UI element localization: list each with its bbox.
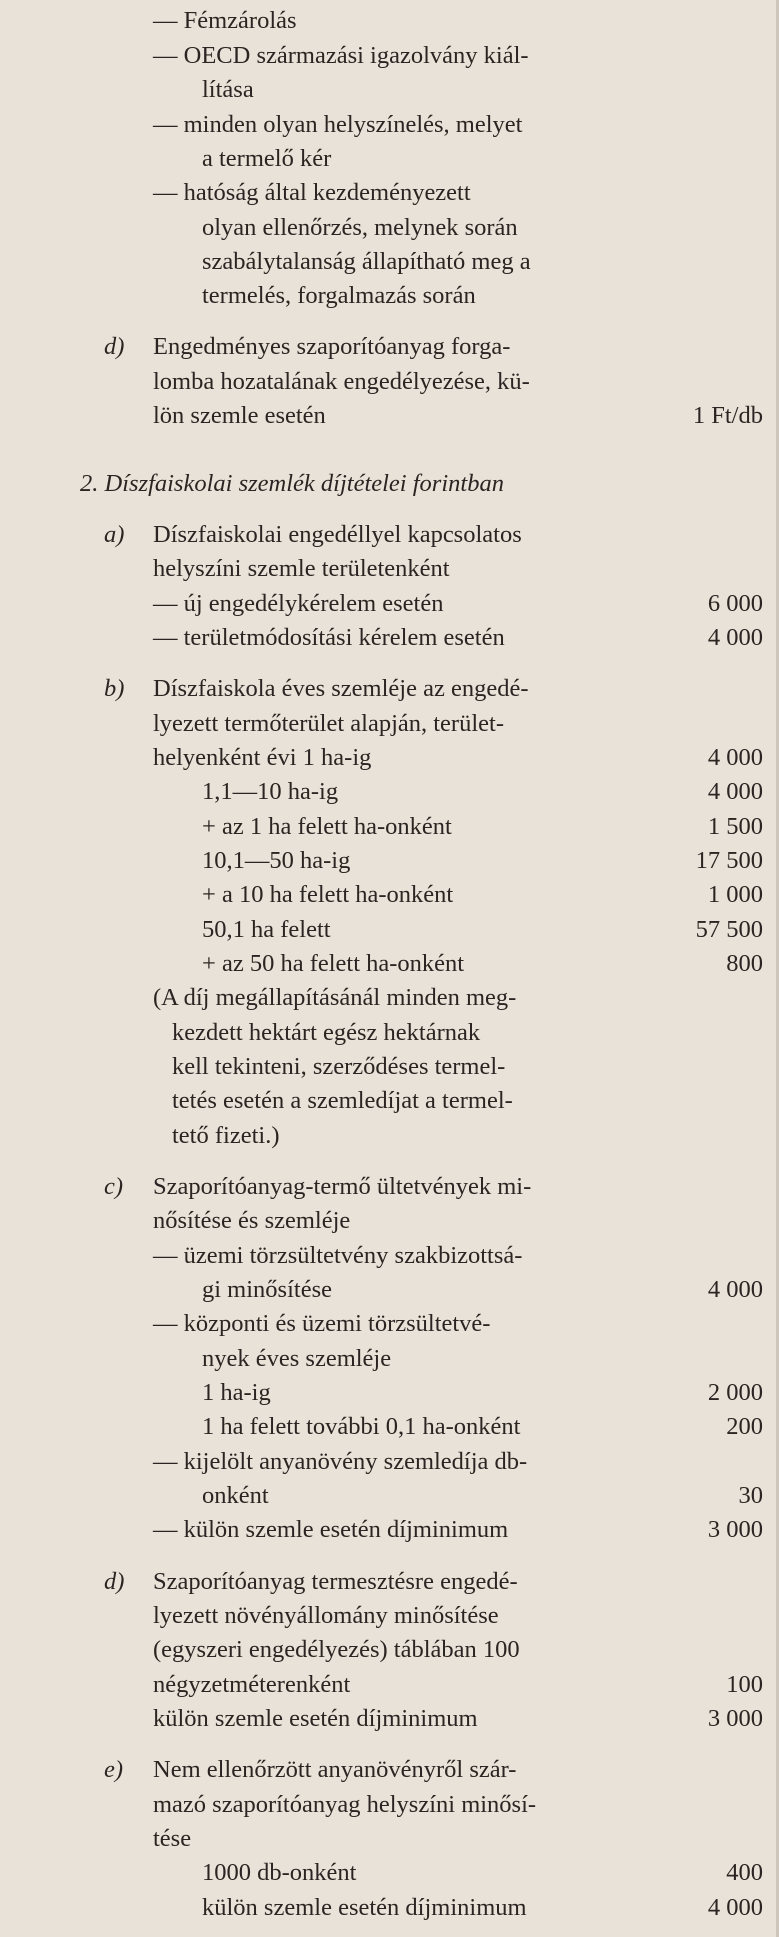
document-line (0, 672, 779, 706)
line-text: 1 ha-ig (202, 1379, 271, 1406)
line-text: — üzemi törzsültetvény szakbizottsá- (153, 1242, 523, 1269)
line-text: helyenként évi 1 ha-ig (153, 744, 372, 771)
document-line (0, 1668, 779, 1702)
document-line (0, 1376, 779, 1410)
line-text: tető fizeti.) (172, 1122, 280, 1149)
fee-value: 57 500 (695, 916, 763, 943)
item-marker: d) (104, 1568, 125, 1595)
line-text: helyszíni szemle területenként (153, 555, 450, 582)
line-text: 10,1—50 ha-ig (202, 847, 351, 874)
line-text: kell tekinteni, szerződéses termel- (172, 1053, 506, 1080)
line-text: gi minősítése (202, 1276, 332, 1303)
document-line (0, 1565, 779, 1599)
line-text: — területmódosítási kérelem esetén (153, 624, 505, 651)
item-marker: a) (104, 521, 125, 548)
document-line (0, 1307, 779, 1341)
line-text: — központi és üzemi törzsültetvé- (153, 1310, 491, 1337)
document-line (0, 913, 779, 947)
line-text: olyan ellenőrzés, melynek során (202, 214, 518, 241)
line-text: kezdett hektárt egész hektárnak (172, 1019, 481, 1046)
document-line (0, 1753, 779, 1787)
document-line (0, 1239, 779, 1273)
fee-value: 800 (726, 950, 763, 977)
line-text: 50,1 ha felett (202, 916, 331, 943)
line-text: onként (202, 1482, 269, 1509)
line-text: nősítése és szemléje (153, 1207, 351, 1234)
document-line (0, 1342, 779, 1376)
document-line (0, 330, 779, 364)
line-text: + az 50 ha felett ha-onként (202, 950, 465, 977)
document-line (0, 844, 779, 878)
document-line (0, 245, 779, 279)
document-line (0, 1204, 779, 1238)
document-line (0, 981, 779, 1015)
line-text: — hatóság által kezdeményezett (153, 179, 471, 206)
document-line (0, 1633, 779, 1667)
document-line (0, 1891, 779, 1925)
line-text: lítása (202, 76, 254, 103)
document-line (0, 1119, 779, 1153)
line-text: Nem ellenőrzött anyanövényről szár- (153, 1756, 517, 1783)
line-text: termelés, forgalmazás során (202, 282, 476, 309)
document-line (0, 1273, 779, 1307)
document-line (0, 775, 779, 809)
fee-value: 4 000 (707, 624, 763, 651)
document-line (0, 1788, 779, 1822)
line-text: szabálytalanság állapítható meg a (202, 248, 531, 275)
fee-value: 4 000 (707, 1276, 763, 1303)
line-text: — OECD származási igazolvány kiál- (153, 42, 529, 69)
line-text: + a 10 ha felett ha-onként (202, 881, 454, 908)
fee-value: 2 000 (707, 1379, 763, 1406)
fee-value: 4 000 (707, 744, 763, 771)
item-marker: d) (104, 333, 125, 360)
fee-value: 200 (726, 1413, 763, 1440)
document-line (0, 365, 779, 399)
document-line (0, 947, 779, 981)
item-marker: e) (104, 1756, 124, 1783)
line-text: — minden olyan helyszínelés, melyet (153, 111, 523, 138)
document-line (0, 552, 779, 586)
line-text: lomba hozatalának engedélyezése, kü- (153, 368, 530, 395)
document-line (0, 176, 779, 210)
line-text: Engedményes szaporítóanyag forga- (153, 333, 511, 360)
document-line (0, 279, 779, 313)
document-line (0, 1410, 779, 1444)
fee-value: 17 500 (695, 847, 763, 874)
line-text: külön szemle esetén díjminimum (153, 1705, 478, 1732)
document-line (0, 399, 779, 433)
document-line (0, 1599, 779, 1633)
document-line (0, 707, 779, 741)
line-text: külön szemle esetén díjminimum (202, 1894, 527, 1921)
document-line (0, 621, 779, 655)
item-marker: b) (104, 675, 125, 702)
line-text: (A díj megállapításánál minden meg- (153, 984, 517, 1011)
line-text: a termelő kér (202, 145, 332, 172)
document-line (0, 1084, 779, 1118)
document-line (0, 741, 779, 775)
fee-value: 1 500 (707, 813, 763, 840)
document-line (0, 1016, 779, 1050)
line-text: tetés esetén a szemledíjat a termel- (172, 1087, 513, 1114)
document-line (0, 1050, 779, 1084)
fee-value: 30 (738, 1482, 763, 1509)
document-line (0, 1445, 779, 1479)
fee-value: 6 000 (707, 590, 763, 617)
document-line (0, 1513, 779, 1547)
document-line (0, 878, 779, 912)
line-text: nyek éves szemléje (202, 1345, 392, 1372)
section-heading: 2. Díszfaiskolai szemlék díjtételei forintban (80, 470, 504, 497)
line-text: lön szemle esetén (153, 402, 326, 429)
document-line (0, 1479, 779, 1513)
document-line (0, 587, 779, 621)
document-line (0, 1170, 779, 1204)
line-text: + az 1 ha felett ha-onként (202, 813, 452, 840)
line-text: négyzetméterenként (153, 1671, 351, 1698)
line-text: (egyszeri engedélyezés) táblában 100 (153, 1636, 520, 1663)
document-line (0, 1702, 779, 1736)
fee-value: 1 000 (707, 881, 763, 908)
item-marker: c) (104, 1173, 124, 1200)
fee-value: 4 000 (707, 778, 763, 805)
document-line (0, 142, 779, 176)
line-text: Díszfaiskola éves szemléje az engedé- (153, 675, 529, 702)
fee-value: 4 000 (707, 1894, 763, 1921)
fee-value: 400 (726, 1859, 763, 1886)
line-text: 1,1—10 ha-ig (202, 778, 339, 805)
document-line (0, 4, 779, 38)
document-line (0, 1856, 779, 1890)
document-line (0, 108, 779, 142)
document-line (0, 810, 779, 844)
document-line (0, 39, 779, 73)
line-text: Díszfaiskolai engedéllyel kapcsolatos (153, 521, 522, 548)
line-text: lyezett termőterület alapján, terület- (153, 710, 504, 737)
line-text: tése (153, 1825, 192, 1852)
fee-value: 100 (726, 1671, 763, 1698)
line-text: — külön szemle esetén díjminimum (153, 1516, 509, 1543)
fee-value: 3 000 (707, 1516, 763, 1543)
line-text: lyezett növényállomány minősítése (153, 1602, 499, 1629)
line-text: — új engedélykérelem esetén (153, 590, 444, 617)
document-line (0, 1822, 779, 1856)
line-text: Szaporítóanyag-termő ültetvények mi- (153, 1173, 532, 1200)
fee-value: 1 Ft/db (692, 402, 763, 429)
line-text: 1000 db-onként (202, 1859, 357, 1886)
line-text: 1 ha felett további 0,1 ha-onként (202, 1413, 521, 1440)
line-text: — Fémzárolás (153, 7, 297, 34)
document-line (0, 73, 779, 107)
document-line (0, 467, 779, 501)
document-line (0, 211, 779, 245)
document-line (0, 518, 779, 552)
line-text: — kijelölt anyanövény szemledíja db- (153, 1448, 528, 1475)
fee-value: 3 000 (707, 1705, 763, 1732)
line-text: Szaporítóanyag termesztésre engedé- (153, 1568, 518, 1595)
line-text: mazó szaporítóanyag helyszíni minősí- (153, 1791, 537, 1818)
